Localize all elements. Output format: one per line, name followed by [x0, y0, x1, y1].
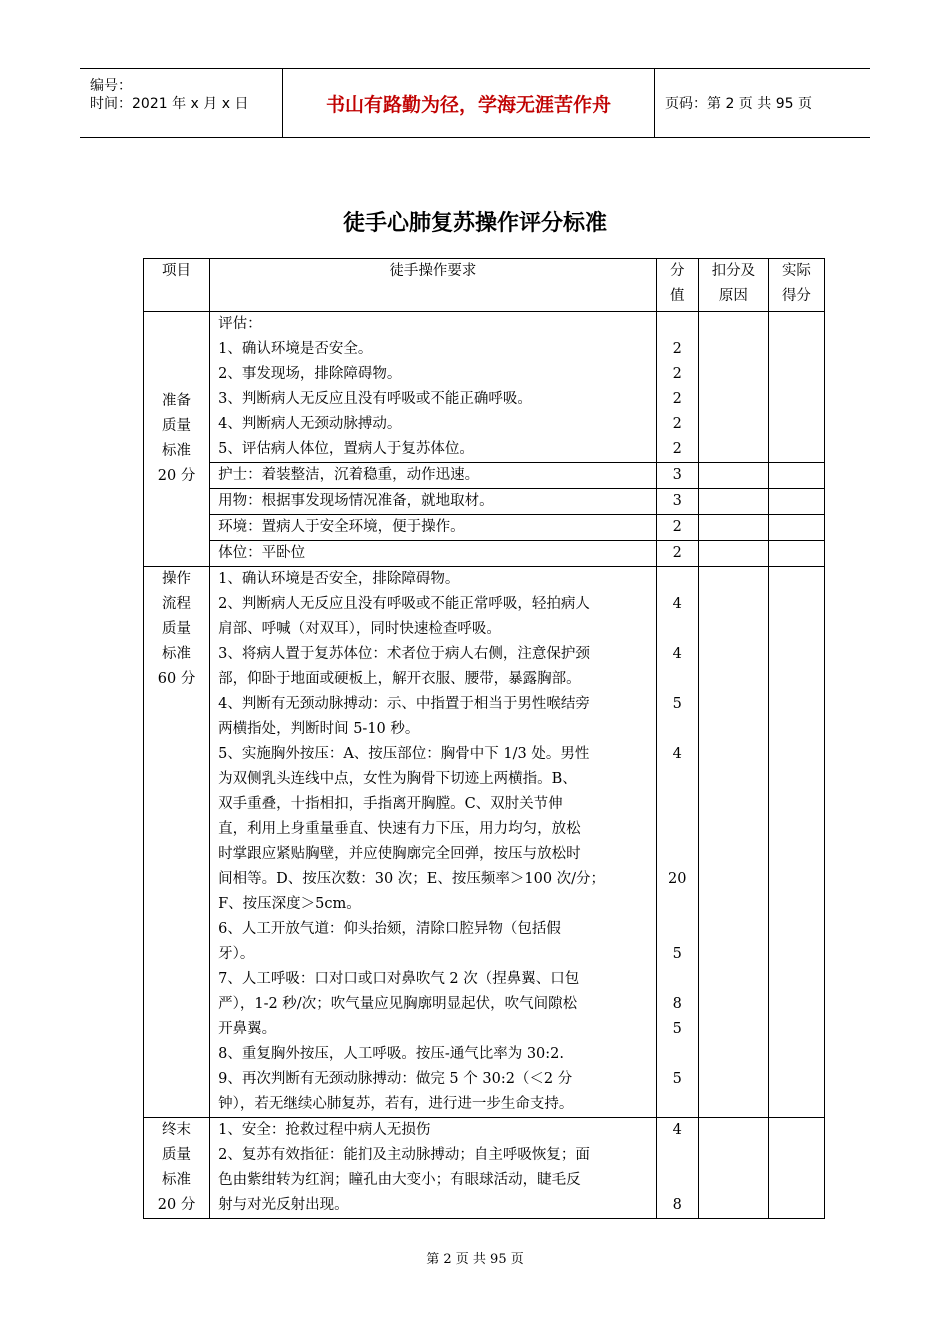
header-score: 分 值 — [656, 259, 698, 312]
section-label-process: 操作 流程 质量 标准 60 分 — [144, 567, 210, 1118]
document-title: 徒手心肺复苏操作评分标准 — [342, 211, 607, 236]
deduct-cell[interactable] — [698, 1118, 768, 1219]
prep-row-score: 3 — [656, 463, 698, 489]
section-label-prep: 准备 质量 标准 20 分 — [144, 312, 210, 567]
scoring-table — [143, 258, 825, 1219]
prep-row-text: 体位：平卧位 — [210, 541, 657, 567]
header-item: 项目 — [144, 259, 210, 312]
actual-score-cell[interactable] — [768, 463, 824, 489]
prep-row-text: 用物：根据事发现场情况准备，就地取材。 — [210, 489, 657, 515]
prep-row-score: 2 — [656, 541, 698, 567]
final-scores: 4 8 — [656, 1118, 698, 1219]
section-label-final: 终末 质量 标准 20 分 — [144, 1118, 210, 1219]
deduct-cell[interactable] — [698, 567, 768, 1118]
table-row — [144, 515, 825, 541]
final-text: 1、安全：抢救过程中病人无损伤 2、复苏有效指征：能扪及主动脉搏动；自主呼吸恢复；面 色由紫绀转为红润；瞳孔由大变小；有眼球活动，睫毛反 射与对光反射出现。 — [210, 1118, 657, 1219]
table-row — [144, 463, 825, 489]
header-deduct: 扣分及 原因 — [698, 259, 768, 312]
table-header-row — [144, 259, 825, 312]
table-row — [144, 489, 825, 515]
deduct-cell[interactable] — [698, 489, 768, 515]
prep-row-text: 环境：置病人于安全环境，便于操作。 — [210, 515, 657, 541]
prep-row-score: 3 — [656, 489, 698, 515]
deduct-cell[interactable] — [698, 312, 768, 463]
table-row — [144, 312, 825, 463]
deduct-cell[interactable] — [698, 541, 768, 567]
number-label: 编号： — [90, 78, 132, 94]
header-meta-cell — [80, 69, 283, 137]
prep-row-score: 2 — [656, 515, 698, 541]
actual-score-cell[interactable] — [768, 541, 824, 567]
deduct-cell[interactable] — [698, 515, 768, 541]
header-motto: 书山有路勤为径，学海无涯苦作舟 — [283, 69, 655, 137]
time-label: 时间：2021 年 x 月 x 日 — [90, 96, 249, 112]
process-scores: 4 4 5 4 20 5 8 5 5 — [656, 567, 698, 1118]
table-row — [144, 541, 825, 567]
page-footer: 第 2 页 共 95 页 — [426, 1252, 524, 1267]
actual-score-cell[interactable] — [768, 567, 824, 1118]
prep-assess-scores: 2 2 2 2 2 — [656, 312, 698, 463]
deduct-cell[interactable] — [698, 463, 768, 489]
actual-score-cell[interactable] — [768, 489, 824, 515]
prep-assess-text: 评估： 1、确认环境是否安全。 2、事发现场，排除障碍物。 3、判断病人无反应且没有呼吸或不能正确呼吸。 4、判断病人无颈动脉搏动。 5、评估病人体位，置病人于复苏体位。 — [210, 312, 657, 463]
header-actual: 实际 得分 — [768, 259, 824, 312]
table-row — [144, 1118, 825, 1219]
actual-score-cell[interactable] — [768, 1118, 824, 1219]
prep-row-text: 护士：着装整洁，沉着稳重，动作迅速。 — [210, 463, 657, 489]
process-text: 1、确认环境是否安全，排除障碍物。 2、判断病人无反应且没有呼吸或不能正常呼吸，轻拍病人 肩部、呼喊（对双耳），同时快速检查呼吸。 3、将病人置于复苏体位：术者位于病人右侧，注意保护颈 部，仰卧于地面或硬板上，解开衣服、腰带，暴露胸部。 4、判断有无颈动脉搏动：示、中指置于相当于男性喉结旁 两横指处，判断时间 5-10 秒。 5、实施胸外按压：A、按压部位：胸骨中下 1/3 处。男性 为双侧乳头连线中点，女性为胸骨下切迹上两横指。B、 双手重叠，十指相扣，手指离开胸膛。C、双肘关节伸 直，利用上身重量垂直、快速有力下压，用力均匀，放松 时掌跟应紧贴胸壁，并应使胸廓完全回弹，按压与放松时 间相等。D、按压次数：30 次；E、按压频率＞100 次/分； F、按压深度＞5cm。 6、人工开放气道：仰头抬颏，清除口腔异物（包括假 牙）。 7、人工呼吸：口对口或口对鼻吹气 2 次（捏鼻翼、口包 严），1-2 秒/次；吹气量应见胸廓明显起伏，吹气间隙松 开鼻翼。 8、重复胸外按压，人工呼吸。按压-通气比率为 30:2. 9、再次判断有无颈动脉搏动：做完 5 个 30:2（＜2 分 钟），若无继续心肺复苏，若有，进行进一步生命支持。 — [210, 567, 657, 1118]
page-header — [80, 68, 870, 138]
actual-score-cell[interactable] — [768, 515, 824, 541]
table-row — [144, 567, 825, 1118]
header-requirement: 徒手操作要求 — [210, 259, 657, 312]
header-page-label: 页码：第 2 页 共 95 页 — [665, 96, 812, 112]
actual-score-cell[interactable] — [768, 312, 824, 463]
